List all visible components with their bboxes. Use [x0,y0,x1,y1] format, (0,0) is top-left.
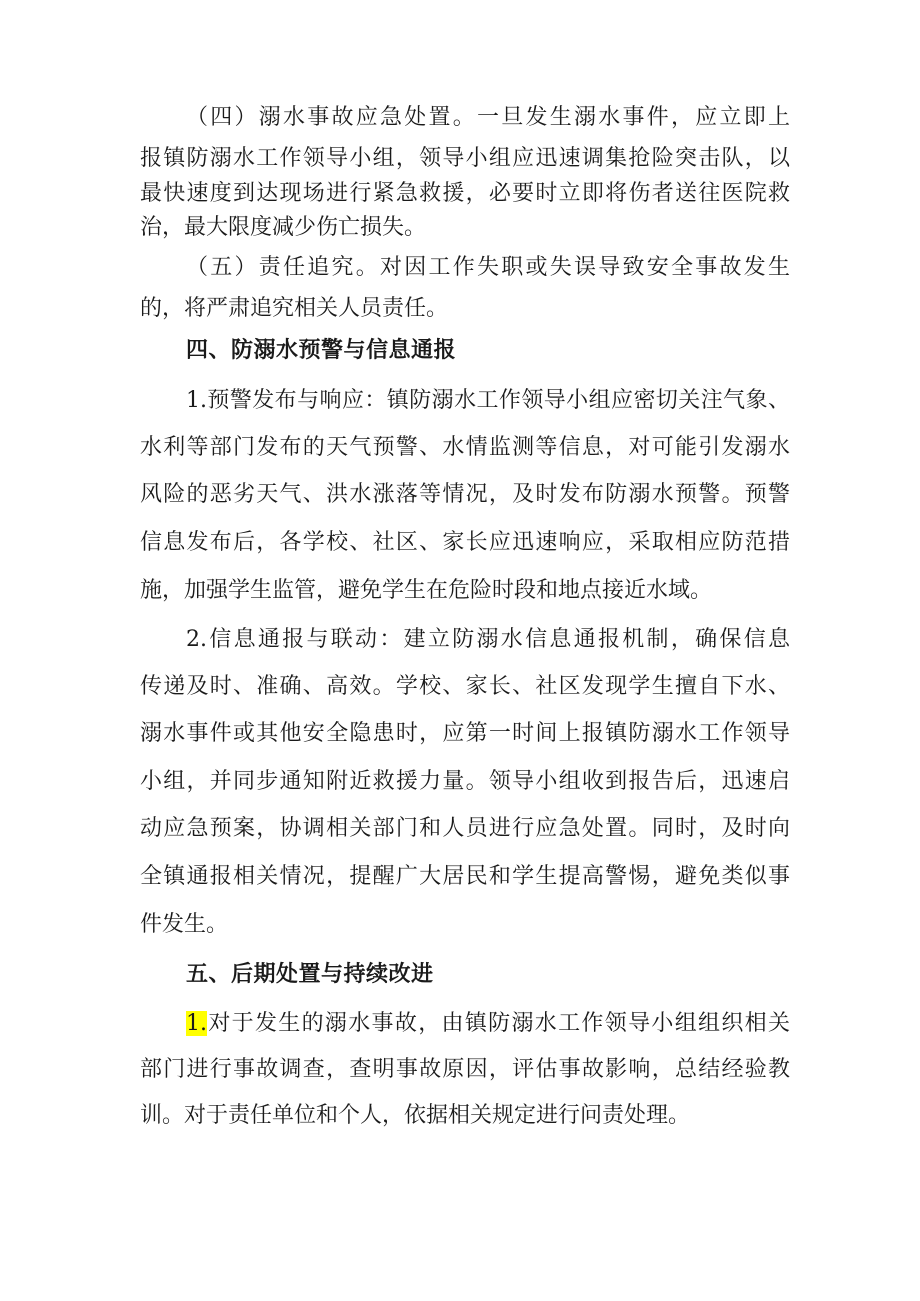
item-2-line-6: 全镇通报相关情况，提醒广大居民和学生提高警惕，避免类似事 [140,864,790,889]
item-2-line-4: 小组，并同步通知附近救援力量。领导小组收到报告后，迅速启 [140,769,790,794]
paragraph-5-line-2: 的，将严肃追究相关人员责任。 [140,296,449,321]
item-1-line-2: 水利等部门发布的天气预警、水情监测等信息，对可能引发溺水 [140,435,790,460]
item-3-line-1-text: 对于发生的溺水事故，由镇防溺水工作领导小组组织相关 [207,1011,790,1036]
item-1-line-5: 施，加强学生监管，避免学生在危险时段和地点接近水域。 [140,578,713,603]
item-2-line-2: 传递及时、准确、高效。学校、家长、社区发现学生擅自下水、 [140,674,790,699]
paragraph-5-line-1: （五）责任追究。对因工作失职或失误导致安全事故发生 [186,255,790,280]
highlighted-item-number: 1. [186,1011,207,1036]
item-3-line-1 [186,1004,790,1044]
paragraph-4-line-3: 最快速度到达现场进行紧急救援，必要时立即将伤者送往医院救 [140,181,790,206]
item-2-line-3: 溺水事件或其他安全隐患时，应第一时间上报镇防溺水工作领导 [140,721,790,746]
paragraph-4-line-2: 报镇防溺水工作领导小组，领导小组应迅速调集抢险突击队，以 [140,146,790,171]
item-1-line-3: 风险的恶劣天气、洪水涨落等情况，及时发布防溺水预警。预警 [140,482,790,507]
item-2-line-7: 件发生。 [140,912,229,937]
paragraph-4-line-1: （四）溺水事故应急处置。一旦发生溺水事件，应立即上 [186,105,790,130]
section-heading-4: 四、防溺水预警与信息通报 [186,338,457,363]
section-heading-5: 五、后期处置与持续改进 [186,962,434,987]
item-3-line-3: 训。对于责任单位和个人，依据相关规定进行问责处理。 [140,1103,691,1128]
paragraph-4-line-4: 治，最大限度减少伤亡损失。 [140,215,427,240]
item-3-line-2: 部门进行事故调查，查明事故原因，评估事故影响，总结经验教 [140,1057,790,1082]
item-2-line-1: 2.信息通报与联动：建立防溺水信息通报机制，确保信息 [186,627,790,652]
item-1-line-4: 信息发布后，各学校、社区、家长应迅速响应，采取相应防范措 [140,530,790,555]
item-1-line-1: 1.预警发布与响应：镇防溺水工作领导小组应密切关注气象、 [186,388,790,413]
item-2-line-5: 动应急预案，协调相关部门和人员进行应急处置。同时，及时向 [140,816,790,841]
